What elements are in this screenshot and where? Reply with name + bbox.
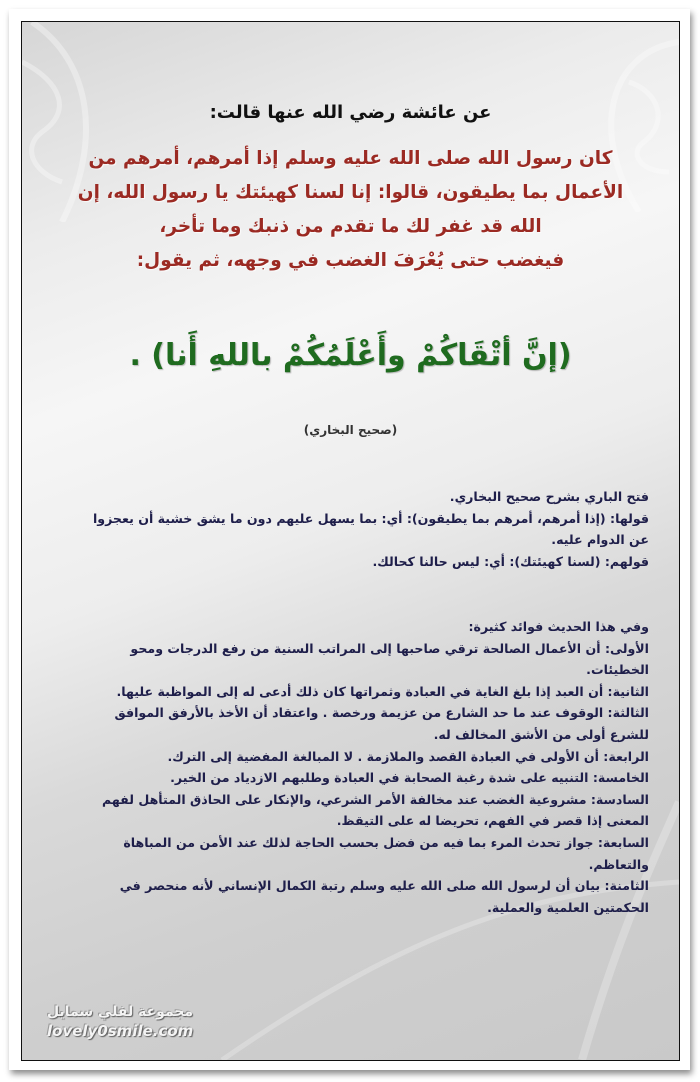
- benefit-line: الثالثة: الوقوف عند ما حد الشارع من عزيمة ورخصة . واعتقاد أن الأخذ بالأرفق الموافق: [114, 705, 649, 721]
- benefit-line: السابعة: جواز تحدث المرء بما فيه من فضل بحسب الحاجة لذلك عند الأمن من المباهاة: [123, 834, 649, 850]
- benefit-line: للشرع أولى من الأشق المخالف له.: [433, 726, 649, 742]
- hadith-line: فيغضب حتى يُعْرَفَ الغضب في وجهه، ثم يقول:: [136, 250, 565, 271]
- benefit-line: الثامنة: بيان أن لرسول الله صلى الله عليه وسلم رتبة الكمال الإنساني لأنه منحصر في: [119, 878, 649, 894]
- benefit-line: الرابعة: أن الأولى في العبادة القصد والملازمة . لا المبالغة المفضية إلى الترك.: [167, 748, 649, 764]
- commentary-block: [62, 486, 649, 572]
- benefits-block: [62, 616, 649, 918]
- commentary-line: قولها: (إذا أمرهم، أمرهم بما يطيقون): أي: بما يسهل عليهم دون ما يشق خشية أن يعجزوا: [92, 510, 649, 526]
- hadith-source: (صحيح البخاري): [303, 423, 398, 437]
- commentary-line: فتح الباري بشرح صحيح البخاري.: [449, 489, 649, 504]
- hadith-line: كان رسول الله صلى الله عليه وسلم إذا أمرهم، أمرهم من: [88, 148, 613, 169]
- benefits-heading: وفي هذا الحديث فوائد كثيرة:: [468, 619, 649, 634]
- prophet-quote: (إنَّ أتْقَاكُمْ وأَعْلَمُكُمْ باللهِ أَنا) .: [129, 338, 572, 373]
- benefit-line: الأولى: أن الأعمال الصالحة ترقي صاحبها إلى المراتب السنية من رفع الدرجات ومحو: [130, 640, 649, 656]
- benefit-line: الثانية: أن العبد إذا بلغ الغاية في العبادة وثمراتها كان ذلك أدعى له إلى المواظبة عليها.: [116, 683, 649, 699]
- benefit-line: الخطيئات.: [586, 662, 649, 678]
- commentary-line: قولهم: (لسنا كهيئتك): أي: ليس حالنا كحالك.: [372, 553, 649, 569]
- watermark-arabic: مجموعة لفلي سمايل: [47, 1004, 194, 1020]
- benefit-line: الخامسة: التنبيه على شدة رغبة الصحابة في العبادة وطلبهم الازدياد من الخير.: [170, 770, 649, 786]
- narrator-intro: عن عائشة رضي الله عنها قالت:: [209, 102, 492, 123]
- benefit-line: السادسة: مشروعية الغضب عند مخالفة الأمر الشرعي، والإنكار على الحاذق المتأهل لفهم: [101, 791, 649, 807]
- hadith-line: الله قد غفر لك ما تقدم من ذنبك وما تأخر،: [159, 216, 542, 237]
- benefit-line: والتعاظم.: [588, 856, 649, 872]
- commentary-line: عن الدوام عليه.: [551, 532, 649, 548]
- benefit-line: الحكمتين العلمية والعملية.: [487, 899, 649, 915]
- benefit-line: المعنى إذا قصر في الفهم، تحريضا له على التيقظ.: [336, 813, 649, 829]
- content-panel: [21, 21, 680, 1061]
- watermark-url: lovely0smile.com: [47, 1022, 194, 1040]
- hadith-line: الأعمال بما يطيقون، قالوا: إنا لسنا كهيئتك يا رسول الله، إن: [77, 182, 624, 203]
